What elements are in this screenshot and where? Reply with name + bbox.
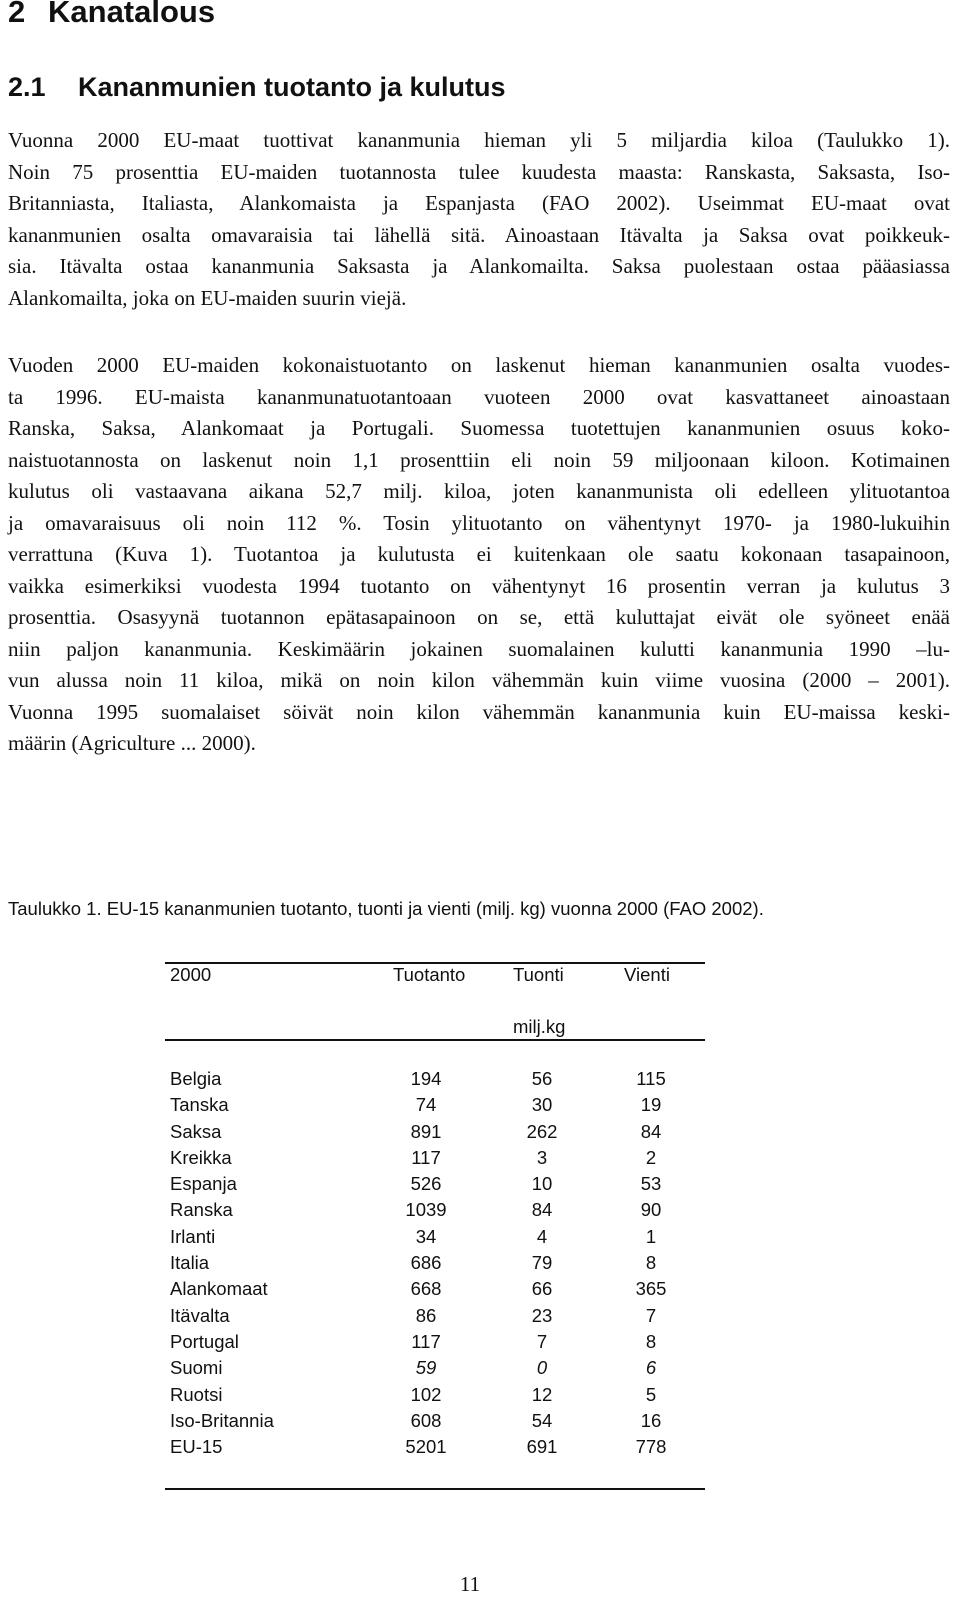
cell-tuotanto: 117 bbox=[411, 1330, 441, 1352]
table-row bbox=[165, 1355, 705, 1381]
chapter-title: Kanatalous bbox=[48, 0, 216, 29]
cell-tuonti: 3 bbox=[536, 1146, 548, 1168]
cell-tuonti: 23 bbox=[531, 1304, 553, 1326]
table-row bbox=[165, 1329, 705, 1355]
cell-vienti: 778 bbox=[635, 1436, 667, 1458]
text-line: naistuotannosta on laskenut noin 1,1 prosenttiin eli noin 59 miljoonaan kiloon. Kotimainen bbox=[8, 447, 950, 472]
cell-country: Portugal bbox=[170, 1330, 239, 1352]
text-line: niin paljon kananmunia. Keskimäärin jokainen suomalainen kulutti kananmunia 1990 –lu- bbox=[8, 636, 950, 661]
cell-tuotanto: 668 bbox=[410, 1278, 442, 1300]
section-title: Kananmunien tuotanto ja kulutus bbox=[78, 72, 506, 102]
text-line: sia. Itävalta ostaa kananmunia Saksasta ja Alankomailta. Saksa puolestaan ostaa pääasiassa bbox=[8, 254, 950, 278]
cell-tuonti: 262 bbox=[526, 1120, 558, 1142]
cell-tuonti: 12 bbox=[531, 1383, 553, 1405]
cell-tuonti: 691 bbox=[526, 1436, 558, 1458]
cell-country: EU-15 bbox=[170, 1436, 223, 1458]
cell-country: Kreikka bbox=[170, 1146, 232, 1168]
table-caption: Taulukko 1. EU-15 kananmunien tuotanto, tuonti ja vienti (milj. kg) vuonna 2000 (FAO 2002). bbox=[8, 898, 764, 919]
cell-tuotanto: 34 bbox=[415, 1225, 437, 1247]
cell-vienti: 115 bbox=[636, 1068, 666, 1089]
cell-country: Espanja bbox=[170, 1173, 237, 1195]
table-row bbox=[165, 1382, 705, 1408]
cell-country: Ranska bbox=[170, 1199, 233, 1221]
table-row bbox=[165, 1197, 705, 1223]
table-header-rule bbox=[165, 1039, 705, 1041]
cell-country: Itävalta bbox=[170, 1304, 230, 1326]
table-row bbox=[165, 1434, 705, 1460]
cell-country: Ruotsi bbox=[170, 1383, 223, 1405]
table-row bbox=[165, 1303, 705, 1329]
cell-vienti: 19 bbox=[640, 1094, 662, 1116]
cell-vienti: 8 bbox=[645, 1330, 657, 1352]
text-line: ja omavaraisuus oli noin 112 %. Tosin ylituotanto on vähentynyt 1970- ja 1980-lukuihin bbox=[8, 510, 950, 535]
table-row bbox=[165, 1145, 705, 1171]
paragraph-1 bbox=[8, 125, 950, 314]
cell-tuotanto: 686 bbox=[410, 1252, 442, 1274]
text-line: määrin (Agriculture ... 2000). bbox=[8, 731, 256, 755]
cell-vienti: 5 bbox=[645, 1383, 657, 1405]
text-line: Vuonna 1995 suomalaiset söivät noin kilon vähemmän kananmunia kuin EU-maissa keski- bbox=[8, 699, 950, 724]
text-line: Vuonna 2000 EU-maat tuottivat kananmunia hieman yli 5 miljardia kiloa (Taulukko 1). bbox=[8, 128, 950, 152]
header-vienti: Vienti bbox=[624, 964, 670, 985]
header-tuonti: Tuonti bbox=[513, 964, 564, 985]
table-row bbox=[165, 1224, 705, 1250]
text-line: Vuoden 2000 EU-maiden kokonaistuotanto on laskenut hieman kananmunien osalta vuodes- bbox=[8, 353, 950, 377]
cell-tuotanto: 59 bbox=[415, 1357, 437, 1379]
cell-tuonti: 79 bbox=[531, 1252, 553, 1274]
cell-tuotanto: 526 bbox=[410, 1173, 442, 1195]
page-number: 11 bbox=[459, 1572, 481, 1596]
table-row bbox=[165, 1066, 705, 1092]
chapter-number: 2 bbox=[8, 0, 26, 29]
cell-tuotanto: 74 bbox=[415, 1094, 437, 1116]
cell-country: Tanska bbox=[170, 1094, 229, 1116]
chapter-heading bbox=[8, 0, 215, 30]
section-heading bbox=[8, 72, 506, 103]
table-row bbox=[165, 1092, 705, 1118]
cell-vienti: 365 bbox=[635, 1278, 667, 1300]
cell-country: Alankomaat bbox=[170, 1278, 268, 1300]
text-line: prosenttia. Osasyynä tuotannon epätasapainoon on se, että kuluttajat eivät ole syöneet enää bbox=[8, 605, 950, 629]
table-row bbox=[165, 1171, 705, 1197]
text-line: vun alussa noin 11 kiloa, mikä on noin kilon vähemmän kuin viime vuosina (2000 – 2001). bbox=[8, 668, 950, 692]
text-line: kananmunien osalta omavaraisia tai lähellä sitä. Ainoastaan Itävalta ja Saksa ovat poikkeuk- bbox=[8, 222, 950, 247]
text-line: vaikka esimerkiksi vuodesta 1994 tuotanto on vähentynyt 16 prosentin verran ja kulutus 3 bbox=[8, 573, 950, 598]
cell-tuotanto: 194 bbox=[410, 1068, 442, 1089]
cell-tuonti: 56 bbox=[531, 1068, 553, 1089]
cell-vienti: 84 bbox=[640, 1120, 662, 1142]
cell-country: Italia bbox=[170, 1252, 210, 1274]
table-row bbox=[165, 1250, 705, 1276]
cell-country: Belgia bbox=[170, 1068, 222, 1089]
cell-country: Irlanti bbox=[170, 1225, 216, 1247]
cell-tuonti: 0 bbox=[536, 1357, 548, 1379]
cell-vienti: 8 bbox=[645, 1252, 657, 1274]
cell-tuonti: 54 bbox=[531, 1409, 553, 1431]
cell-tuotanto: 117 bbox=[411, 1146, 441, 1168]
cell-vienti: 16 bbox=[640, 1409, 662, 1431]
cell-vienti: 90 bbox=[640, 1199, 662, 1221]
text-line: ta 1996. EU-maista kananmunatuotantoaan vuoteen 2000 ovat kasvattaneet ainoastaan bbox=[8, 384, 950, 409]
cell-tuonti: 10 bbox=[531, 1173, 553, 1195]
cell-tuotanto: 891 bbox=[410, 1120, 442, 1142]
table-bottom-rule bbox=[165, 1488, 705, 1490]
cell-tuotanto: 102 bbox=[410, 1383, 442, 1405]
cell-vienti: 1 bbox=[645, 1225, 657, 1247]
text-line: Noin 75 prosenttia EU-maiden tuotannosta tulee kuudesta maasta: Ranskasta, Saksasta, Iso- bbox=[8, 159, 950, 184]
cell-tuotanto: 86 bbox=[415, 1304, 437, 1326]
section-number: 2.1 bbox=[8, 72, 46, 102]
table-row bbox=[165, 1119, 705, 1145]
cell-tuonti: 66 bbox=[531, 1278, 553, 1300]
header-unit: milj.kg bbox=[513, 1016, 566, 1037]
cell-tuotanto: 1039 bbox=[405, 1199, 447, 1221]
text-line: verrattuna (Kuva 1). Tuotantoa ja kulutusta ei kuitenkaan ole saatu kokonaan tasapainoon, bbox=[8, 542, 950, 566]
cell-tuonti: 7 bbox=[536, 1330, 548, 1352]
table-row bbox=[165, 1276, 705, 1302]
cell-tuonti: 30 bbox=[531, 1094, 553, 1116]
cell-country: Suomi bbox=[170, 1357, 223, 1379]
cell-vienti: 7 bbox=[645, 1304, 657, 1326]
table-row bbox=[165, 1408, 705, 1434]
cell-vienti: 2 bbox=[645, 1146, 657, 1168]
cell-country: Iso-Britannia bbox=[170, 1409, 274, 1431]
cell-vienti: 53 bbox=[640, 1173, 662, 1195]
cell-tuotanto: 608 bbox=[410, 1409, 442, 1431]
cell-country: Saksa bbox=[170, 1120, 222, 1142]
header-year: 2000 bbox=[170, 964, 212, 985]
cell-tuonti: 84 bbox=[531, 1199, 553, 1221]
cell-vienti: 6 bbox=[645, 1357, 657, 1379]
header-tuotanto: Tuotanto bbox=[393, 964, 466, 985]
cell-tuotanto: 5201 bbox=[405, 1436, 447, 1458]
table-body bbox=[165, 1066, 705, 1460]
text-line: Alankomailta, joka on EU-maiden suurin viejä. bbox=[8, 285, 407, 310]
text-line: Ranska, Saksa, Alankomaat ja Portugali. Suomessa tuotettujen kananmunien osuus koko- bbox=[8, 416, 950, 440]
text-line: Britanniasta, Italiasta, Alankomaista ja Espanjasta (FAO 2002). Useimmat EU-maat ovat bbox=[8, 191, 950, 215]
text-line: kulutus oli vastaavana aikana 52,7 milj. kiloa, joten kananmunista oli edelleen ylituotantoa bbox=[8, 479, 950, 503]
cell-tuonti: 4 bbox=[536, 1225, 548, 1247]
paragraph-2 bbox=[8, 350, 950, 760]
